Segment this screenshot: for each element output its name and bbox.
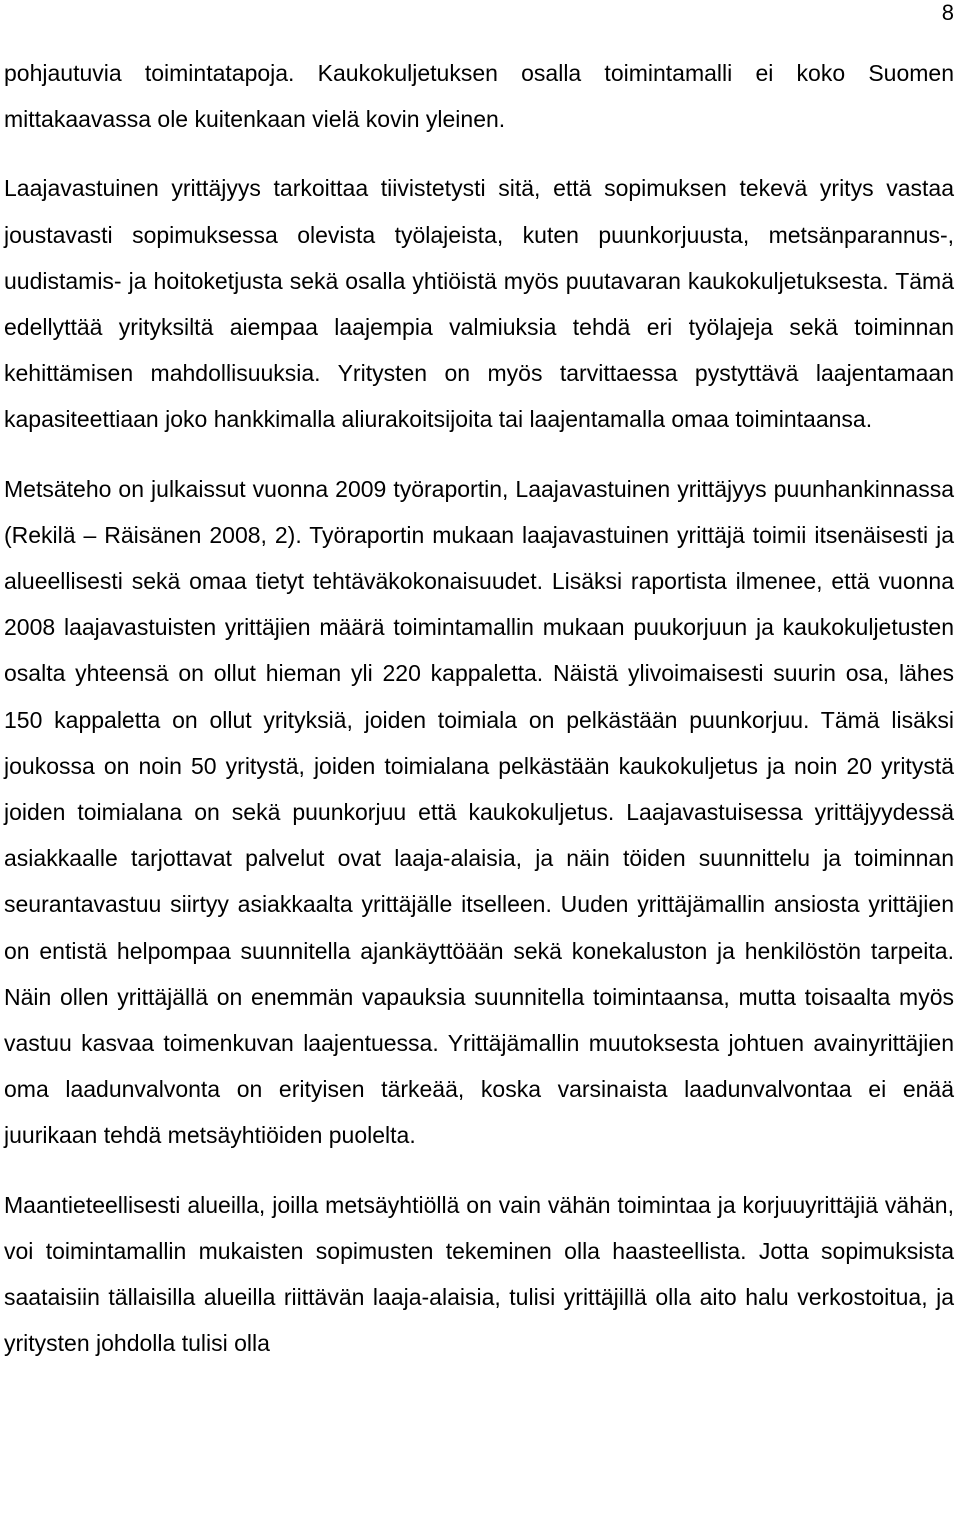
paragraph-2: Laajavastuinen yrittäjyys tarkoittaa tiivistetysti sitä, että sopimuksen tekevä yritys vastaa joustavasti sopimuksessa olevista työlajeista, kuten puunkorjuusta, metsänparannus-, uudistamis- ja hoitoketjusta sekä osalla yhtiöistä myös puutavaran kaukokuljetuksesta. Tämä edellyttää yrityksiltä aiempaa laajempia valmiuksia tehdä eri työlajeja sekä toiminnan kehittämisen mahdollisuuksia. Yritysten on myös tarvittaessa pystyttävä laajentamaan kapasiteettiaan joko hankkimalla aliurakoitsijoita tai laajentamalla omaa toimintaansa. (4, 175, 954, 433)
page-number: 8 (941, 0, 954, 25)
paragraph-3: Metsäteho on julkaissut vuonna 2009 työraportin, Laajavastuinen yrittäjyys puunhankinnassa (Rekilä – Räisänen 2008, 2). Työraportin mukaan laajavastuinen yrittäjä toimii itsenäisesti ja alueellisesti sekä omaa tietyt tehtäväkokonaisuudet. Lisäksi raportista ilmenee, että vuonna 2008 laajavastuisten yrittäjien määrä toimintamallin mukaan puukorjuun ja kaukokuljetusten osalta yhteensä on ollut hieman yli 220 kappaletta. Näistä ylivoimaisesti suurin osa, lähes 150 kappaletta on ollut yrityksiä, joiden toimiala on pelkästään puunkorjuu. Tämä lisäksi joukossa on noin 50 yritystä, joiden toimialana pelkästään kaukokuljetus ja noin 20 yritystä joiden toimialana on sekä puunkorjuu että kaukokuljetus. Laajavastuisessa yrittäjyydessä asiakkaalle tarjottavat palvelut ovat laaja-alaisia, ja näin töiden suunnittelu ja toiminnan seurantavastuu siirtyy asiakkaalta yrittäjälle itselleen. Uuden yrittäjämallin ansiosta yrittäjien on entistä helpompaa suunnitella ajankäyttöään sekä konekaluston ja henkilöstön tarpeita. Näin ollen yrittäjällä on enemmän vapauksia suunnitella toimintaansa, mutta toisaalta myös vastuu kasvaa toimenkuvan laajentuessa. Yrittäjämallin muutoksesta johtuen avainyrittäjien oma laadunvalvonta on erityisen tärkeää, koska varsinaista laadunvalvontaa ei enää juurikaan tehdä metsäyhtiöiden puolelta. (4, 475, 954, 1149)
paragraph-4: Maantieteellisesti alueilla, joilla metsäyhtiöllä on vain vähän toimintaa ja korjuuyrittäjiä vähän, voi toimintamallin mukaisten sopimusten tekeminen olla haasteellista. Jotta sopimuksista saataisiin tällaisilla alueilla riittävän laaja-alaisia, tulisi yrittäjillä olla aito halu verkostoitua, ja yritysten johdolla tulisi olla (4, 1191, 954, 1357)
paragraph-1: pohjautuvia toimintatapoja. Kaukokuljetuksen osalla toimintamalli ei koko Suomen mittakaavassa ole kuitenkaan vielä kovin yleinen. (4, 60, 954, 133)
document-body (4, 50, 954, 1366)
